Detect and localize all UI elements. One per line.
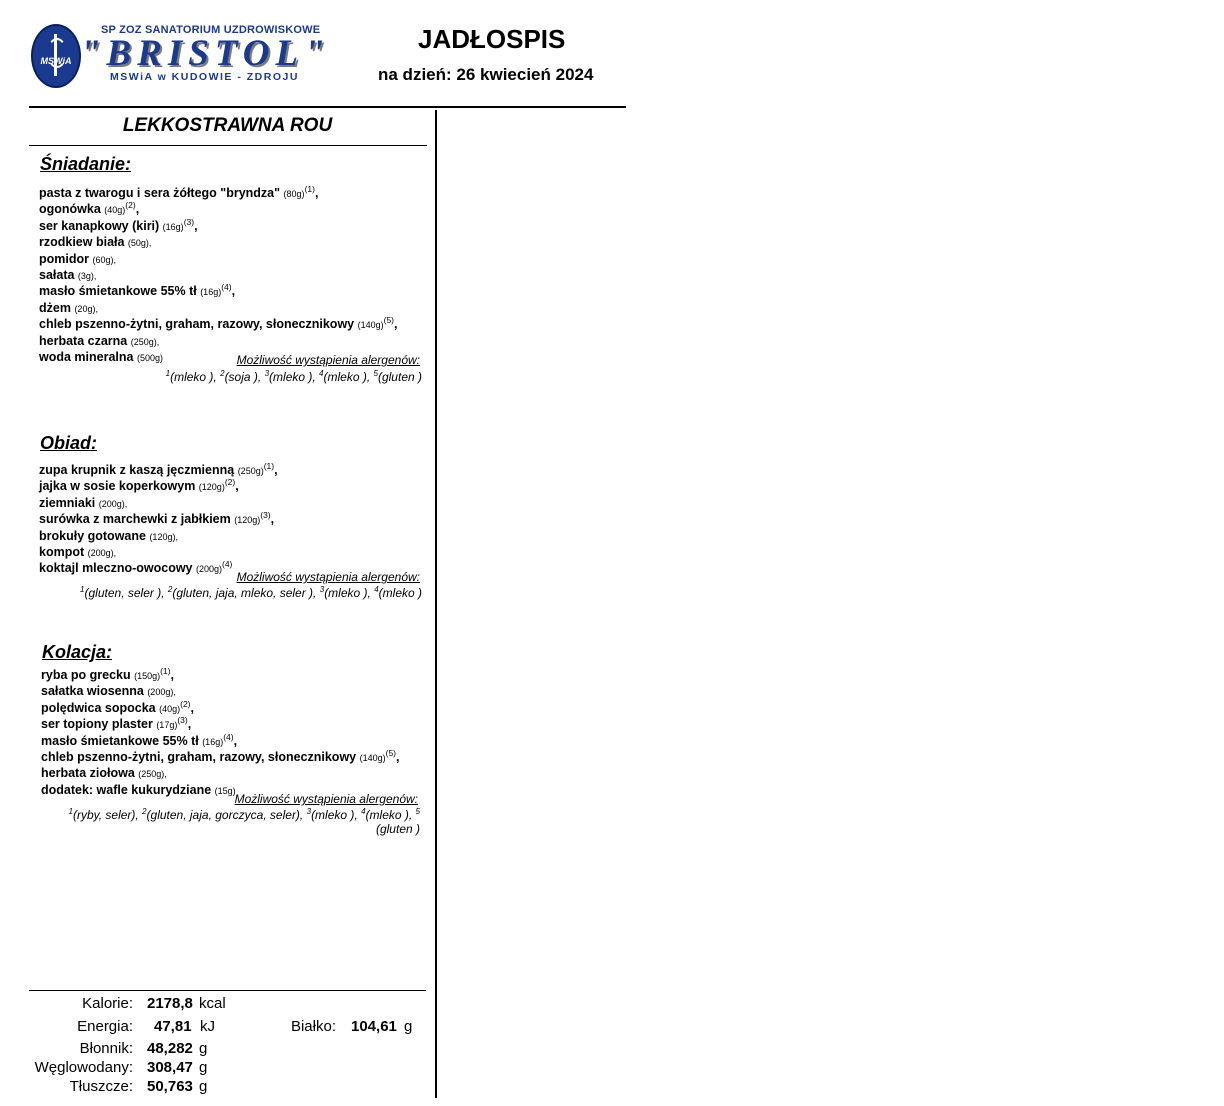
menu-item-grams: (150g) [134,671,161,681]
dinner-items [41,665,400,799]
menu-item-grams: (250g), [138,769,167,780]
menu-item-name: ser topiony plaster [41,717,157,732]
menu-item-name: chleb pszenno-żytni, graham, razowy, słonecznikowy [39,317,358,332]
menu-item-name: woda mineralna [39,350,137,365]
allergen-number: 1 [80,585,85,594]
bialko-unit: g [404,1018,413,1035]
menu-item-grams: (140g) [359,753,386,764]
menu-item-grams: (200g), [87,548,117,559]
menu-item-name: brokuły gotowane [39,528,150,543]
menu-item-name: zupa krupnik z kaszą jęczmienną [39,463,238,477]
menu-item-name: sałata [39,268,78,283]
allergen-ref: (4) [221,282,232,293]
menu-item [41,731,399,750]
allergen-text: (mleko ), [269,370,320,384]
breakfast-allergen-label: Możliwość wystąpienia alergenów: [236,353,420,367]
menu-item [41,698,399,717]
menu-item-grams: (250g), [130,336,160,347]
nutrition-divider [29,990,426,991]
allergen-number: 5 [415,807,420,816]
menu-item-separator: , [135,202,140,217]
menu-item-name: polędwica sopocka [41,700,160,715]
kalorie-unit: kcal [199,995,226,1012]
menu-item [39,301,397,317]
menu-item [39,529,278,545]
menu-item-separator: , [187,717,192,732]
allergen-ref: (2) [125,200,136,211]
menu-item-name: jajka w sosie koperkowym [39,479,199,494]
diet-title-divider [29,145,427,146]
menu-item-grams: (15g) [214,785,236,796]
energia-unit: kJ [200,1018,215,1035]
allergen-number: 1 [165,369,171,378]
menu-item-name: ziemniaki [39,495,99,510]
menu-item-name: herbata czarna [39,333,131,348]
allergen-ref: (5) [383,315,394,326]
menu-item-grams: (500g) [136,353,163,364]
menu-item-separator: , [394,317,398,332]
blonnik-label: Błonnik: [79,1040,133,1057]
menu-item-grams: (200g), [98,498,128,509]
allergen-ref: (3) [177,715,188,726]
menu-item-grams: (140g) [357,320,384,331]
breakfast-allergen-list [40,370,422,384]
menu-item-name: pomidor [39,251,93,266]
menu-item-name: koktajl mleczno-owocowy [39,561,196,576]
menu-item [41,766,399,782]
menu-item-grams: (120g) [234,515,261,526]
diet-title: LEKKOSTRAWNA ROU [122,115,333,136]
menu-item-grams: (200g) [195,564,222,575]
allergen-ref: (2) [224,477,236,488]
dinner-allergen-list-line2: (gluten ) [375,822,420,836]
menu-item-name: chleb pszenno-żytni, graham, razowy, słonecznikowy [41,750,360,765]
kalorie-label: Kalorie: [82,995,133,1012]
menu-item-name: ogonówka [39,202,105,217]
allergen-number: 3 [319,585,325,594]
lunch-heading: Obiad: [40,433,97,453]
menu-item [41,684,399,700]
mswia-logo [31,24,81,88]
weglowodany-unit: g [199,1059,208,1076]
menu-item-name: ryba po grecku [41,668,135,682]
weglowodany-label: Węglowodany: [34,1059,133,1076]
menu-item [39,460,278,479]
allergen-text: (mleko ) [378,586,422,600]
menu-item-grams: (20g), [74,303,98,314]
menu-item [39,284,397,300]
menu-item [39,235,397,251]
tluszcze-label: Tłuszcze: [69,1078,133,1095]
menu-item [39,216,397,235]
breakfast-heading: Śniadanie: [40,154,132,174]
menu-item [39,545,278,561]
menu-item [39,512,278,528]
allergen-ref: (1) [304,183,315,194]
menu-item [39,334,397,350]
dinner-allergen-label: Możliwość wystąpienia alergenów: [234,792,418,806]
allergen-ref: (4) [222,559,233,570]
allergen-text: (mleko ), [170,370,221,384]
menu-item-grams: (40g) [159,703,181,714]
menu-item-separator: , [231,284,236,299]
allergen-number: 4 [361,807,366,816]
document-title: JADŁOSPIS [418,24,566,54]
menu-item-grams: (40g) [104,205,126,216]
menu-item-separator: , [235,479,239,494]
allergen-text: (gluten, jaja, mleko, seler ), [172,586,320,600]
allergen-ref: (4) [223,731,234,742]
menu-item-name: ser kanapkowy (kiri) [39,218,163,233]
brand-name: "BRISTOL" [80,33,331,74]
document-date: na dzień: 26 kwiecień 2024 [378,65,594,84]
header-divider [29,106,626,108]
allergen-ref: (2) [180,698,191,709]
weglowodany-value: 308,47 [147,1059,193,1076]
menu-item-name: sałatka wiosenna [41,684,148,699]
sanatorium-name: SP ZOZ SANATORIUM UZDROWISKOWE [101,24,321,36]
menu-item-separator: , [396,750,400,765]
menu-item-grams: (250g) [237,466,264,476]
bialko-value: 104,61 [351,1018,397,1035]
energia-label: Energia: [77,1018,133,1035]
menu-item-name: surówka z marchewki z jabłkiem [39,512,235,527]
menu-item [39,268,397,284]
allergen-text: (mleko ), [324,586,375,600]
tluszcze-unit: g [199,1078,208,1095]
allergen-number: 3 [264,369,270,378]
allergen-number: 4 [319,369,324,378]
dinner-heading: Kolacja: [42,642,113,662]
tluszcze-value: 50,763 [147,1078,193,1095]
kalorie-value: 2178,8 [147,995,193,1012]
energia-value: 47,81 [154,1018,192,1035]
menu-item-grams: (16g) [200,287,222,298]
lunch-items [39,460,278,578]
menu-item-name: masło śmietankowe 55% tł [41,733,203,748]
menu-item-name: pasta z twarogu i sera żółtego "bryndza" [39,186,284,200]
menu-item-grams: (60g), [92,254,116,265]
menu-item [39,252,397,268]
dinner-allergen-list [40,808,420,822]
allergen-ref: (1) [263,460,275,471]
allergen-text: (gluten ) [377,370,422,384]
column-divider [435,110,437,1098]
menu-item-separator: , [314,186,319,200]
allergen-number: 1 [68,807,73,816]
menu-item [39,183,397,202]
menu-item-separator: , [233,733,238,748]
menu-item-name: kompot [39,545,88,560]
menu-item-grams: (3g), [77,271,97,282]
allergen-number: 2 [220,369,225,378]
menu-item-grams: (17g) [156,720,178,731]
allergen-text: (soja ), [224,370,265,384]
bialko-label: Białko: [290,1018,336,1035]
menu-item [39,479,278,495]
allergen-number: 4 [374,585,379,594]
lunch-allergen-label: Możliwość wystąpienia alergenów: [236,570,420,584]
allergen-text: (ryby, seler), [72,808,143,822]
allergen-ref: (3) [260,510,271,521]
menu-item-grams: (200g), [147,687,176,698]
allergen-ref: (3) [183,216,195,227]
menu-item-name: masło śmietankowe 55% tł [39,284,201,299]
menu-item-grams: (120g) [198,482,225,493]
menu-item-grams: (80g) [283,189,305,199]
allergen-text: (gluten, seler ), [84,586,168,600]
menu-item-separator: , [274,463,278,477]
menu-item-grams: (16g) [162,221,184,232]
allergen-text: (gluten, jaja, gorczyca, seler), [146,808,307,822]
menu-item-separator: , [170,668,174,682]
allergen-number: 5 [373,369,378,378]
menu-item-grams: (16g) [202,736,224,747]
menu-item-separator: , [194,218,198,233]
allergen-number: 3 [306,807,312,816]
allergen-number: 2 [142,807,147,816]
menu-item-grams: (120g), [149,531,178,542]
breakfast-items [39,183,398,366]
allergen-ref: (1) [160,665,171,676]
allergen-text: (mleko ), [323,370,374,384]
menu-item-separator: , [190,700,194,715]
menu-item-name: herbata ziołowa [41,766,139,781]
menu-item [41,665,399,684]
menu-item [39,496,278,512]
allergen-text: (mleko ), [365,808,416,822]
blonnik-unit: g [199,1040,208,1057]
menu-item [39,317,397,333]
menu-item-name: rzodkiew biała [39,235,128,250]
menu-item [41,717,399,733]
menu-item [41,747,400,766]
menu-item-name: dżem [39,300,75,315]
menu-item-grams: (50g), [127,238,152,249]
blonnik-value: 48,282 [147,1040,193,1057]
logo-text: MSWiA [40,56,72,66]
menu-item-separator: , [270,512,275,527]
lunch-allergen-list [40,586,422,600]
menu-item [39,202,397,218]
allergen-number: 2 [167,585,173,594]
menu-item-name: dodatek: wafle kukurydziane [41,782,215,797]
allergen-text: (mleko ), [311,808,362,822]
allergen-ref: (5) [385,747,396,758]
brand-subtitle: MSWiA w KUDOWIE - ZDROJU [110,71,299,83]
